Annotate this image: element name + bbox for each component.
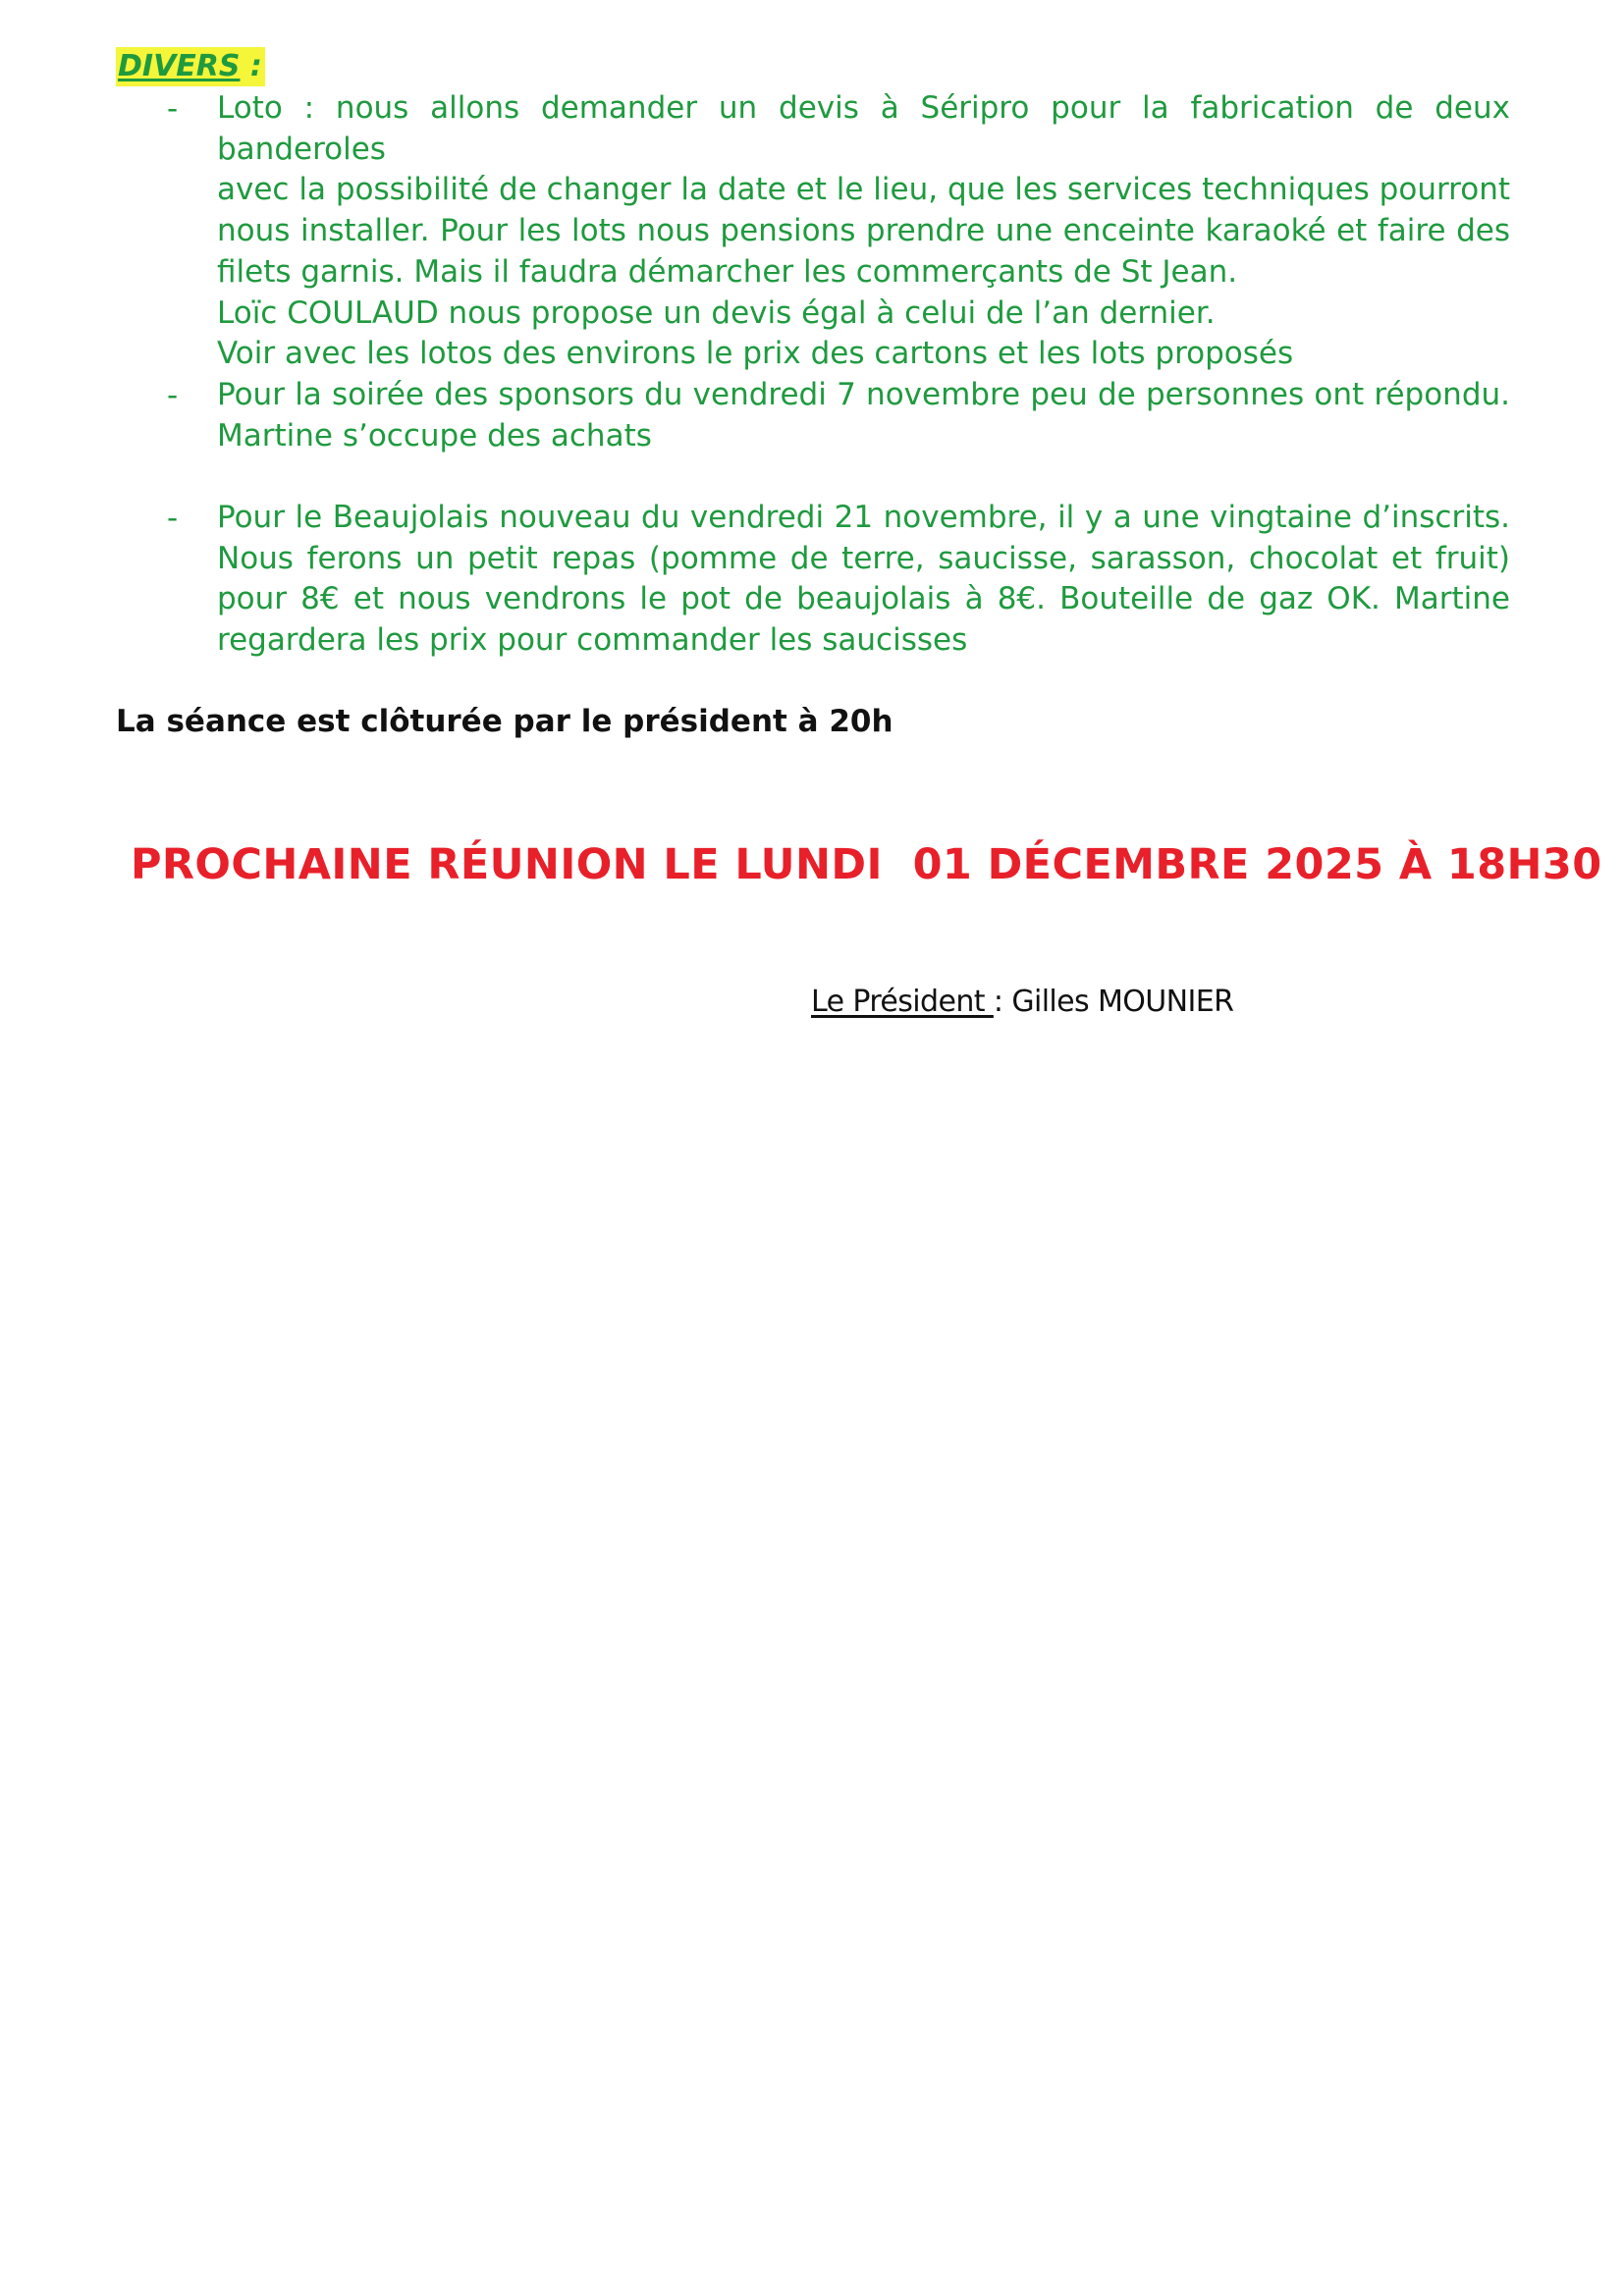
list-item-text bbox=[217, 375, 1510, 456]
text-line: Martine s’occupe des achats bbox=[217, 417, 652, 454]
list-item-text bbox=[217, 88, 1510, 375]
text-line: nous installer. Pour les lots nous pensions prendre une enceinte karaoké et faire des bbox=[217, 213, 1510, 249]
text-line: avec la possibilité de changer la date et le lieu, que les services techniques pourront bbox=[217, 172, 1510, 208]
bullet-dash: - bbox=[167, 378, 179, 413]
text-line: Loto : nous allons demander un devis à Séripro pour la fabrication de deux banderoles bbox=[217, 90, 1510, 167]
text-line: pour 8€ et nous vendrons le pot de beaujolais à 8€. Bouteille de gaz OK. Martine bbox=[217, 581, 1510, 617]
signature-separator: : bbox=[993, 985, 1012, 1019]
text-line: filets garnis. Mais il faudra démarcher les commerçants de St Jean. bbox=[217, 253, 1238, 290]
bullet-dash: - bbox=[167, 501, 179, 536]
list-item-text bbox=[217, 498, 1510, 662]
signature-label: Le Président bbox=[811, 985, 994, 1019]
section-title-divers bbox=[116, 47, 265, 86]
signature-name: Gilles MOUNIER bbox=[1011, 985, 1234, 1019]
text-line: Pour le Beaujolais nouveau du vendredi 21 novembre, il y a une vingtaine d’inscrits. bbox=[217, 500, 1510, 535]
signature-line bbox=[811, 983, 1233, 1022]
section-title-colon: : bbox=[240, 49, 262, 83]
text-line: Pour la soirée des sponsors du vendredi 7 novembre peu de personnes ont répondu. bbox=[217, 377, 1510, 412]
section-title-word: DIVERS bbox=[118, 49, 241, 83]
next-meeting-announcement: PROCHAINE RÉUNION LE LUNDI 01 DÉCEMBRE 2025 À 18H30 bbox=[131, 840, 1602, 889]
closing-statement: La séance est clôturée par le président à 20h bbox=[116, 704, 893, 739]
bullet-dash: - bbox=[167, 91, 179, 127]
text-line: Loïc COULAUD nous propose un devis égal à celui de l’an dernier. bbox=[217, 294, 1216, 331]
text-line: Voir avec les lotos des environs le prix des cartons et les lots proposés bbox=[217, 336, 1294, 372]
text-line: Nous ferons un petit repas (pomme de terre, saucisse, sarasson, chocolat et fruit) bbox=[217, 540, 1510, 576]
text-line: regardera les prix pour commander les saucisses bbox=[217, 622, 968, 659]
